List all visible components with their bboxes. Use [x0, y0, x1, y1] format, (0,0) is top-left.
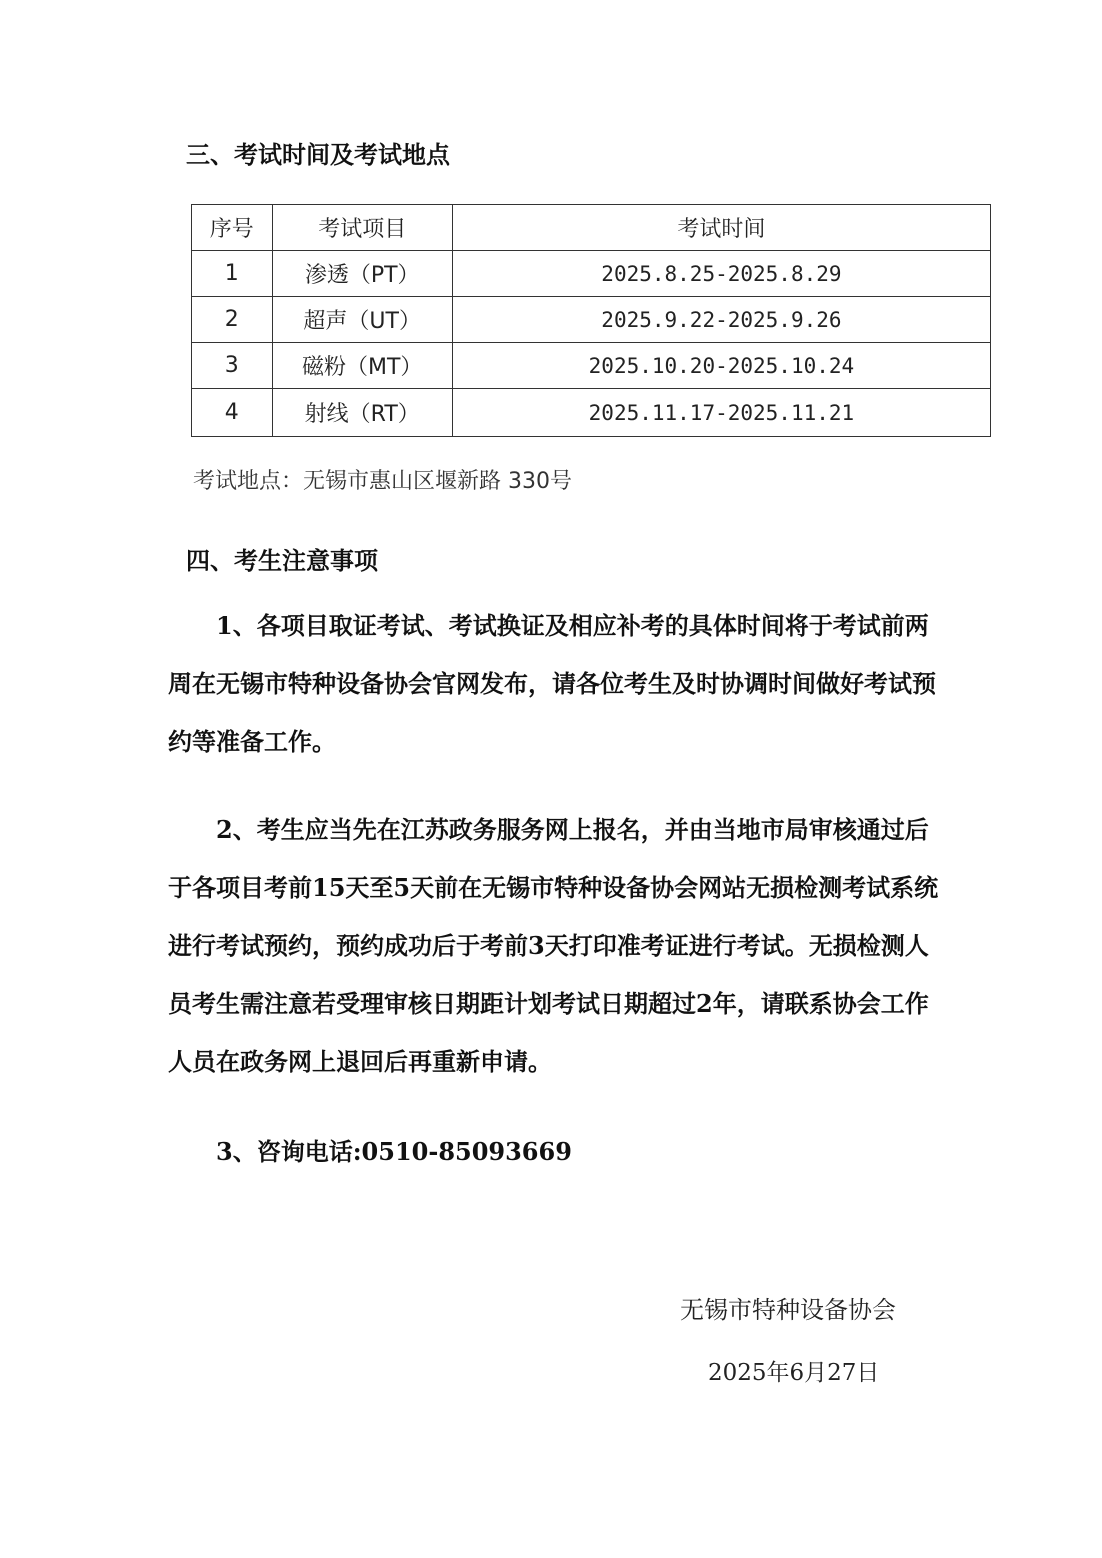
row-no: 3 [192, 343, 273, 389]
row-item: 射线（RT） [272, 389, 452, 437]
row-item: 磁粉（MT） [272, 343, 452, 389]
section4-heading: 四、考生注意事项 [186, 546, 378, 575]
row-time: 2025.11.17-2025.11.21 [452, 389, 990, 437]
notice-paragraph-2: 2、考生应当先在江苏政务服务网上报名，并由当地市局审核通过后于各项目考前15天至5天前在无锡市特种设备协会网站无损检测考试系统进行考试预约，预约成功后于考前3天打印准考证进行考试。无损检测人员考生需注意若受理审核日期距计划考试日期超过2年，请联系协会工作人员在政务网上退回后再重新申请。 [168, 815, 939, 1076]
section3-heading: 三、考试时间及考试地点 [186, 140, 450, 169]
notice-paragraph-1: 1、各项目取证考试、考试换证及相应补考的具体时间将于考试前两周在无锡市特种设备协会官网发布，请各位考生及时协调时间做好考试预约等准备工作。 [168, 611, 936, 756]
exam-schedule-table [191, 204, 991, 437]
notice-paragraph-3: 3、咨询电话:0510-85093669 [216, 1137, 572, 1166]
row-no: 2 [192, 297, 273, 343]
row-no: 1 [192, 251, 273, 297]
exam-location: 考试地点：无锡市惠山区堰新路 330号 [193, 469, 572, 494]
table-row [192, 389, 991, 437]
row-no: 4 [192, 389, 273, 437]
table-row [192, 297, 991, 343]
table-header-row [192, 205, 991, 251]
header-no: 序号 [192, 205, 273, 251]
row-item: 渗透（PT） [272, 251, 452, 297]
signature-date: 2025年6月27日 [708, 1360, 880, 1386]
header-time: 考试时间 [452, 205, 990, 251]
table-row [192, 251, 991, 297]
row-time: 2025.8.25-2025.8.29 [452, 251, 990, 297]
row-item: 超声（UT） [272, 297, 452, 343]
row-time: 2025.10.20-2025.10.24 [452, 343, 990, 389]
row-time: 2025.9.22-2025.9.26 [452, 297, 990, 343]
header-item: 考试项目 [272, 205, 452, 251]
table-row [192, 343, 991, 389]
signature-organization: 无锡市特种设备协会 [680, 1296, 896, 1324]
